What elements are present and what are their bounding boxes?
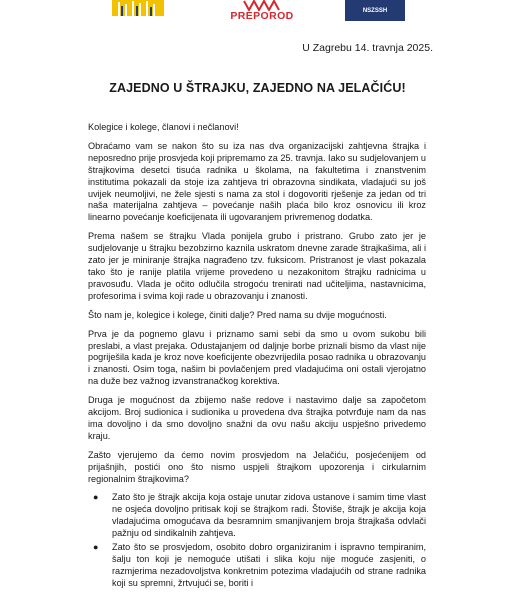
paragraph: Prva je da pognemo glavu i priznamo sami sebi da smo u ovom sukobu bili preslabi, a vlast prejaka. Odustajanjem od daljnje borbe priznali bismo da vlast nije pogriješila kada je kroz nove koeficijente obezvrijedila posao radnika u obrazovanju i znanosti. Osim toga, našim bi povlačenjem pred vladajućima oni ostali vjerojatno na duže bez važnog izvanstranačkog korektiva. [88, 328, 426, 387]
preporod-logo [222, 0, 302, 22]
preporod-wordmark: PREPOROD [230, 10, 294, 22]
paragraph: Što nam je, kolegice i kolege, činiti dalje? Pred nama su dvije mogućnosti. [88, 309, 387, 320]
nszssh-wordmark: NSZSSH [362, 8, 388, 14]
nszssh-logo [345, 0, 405, 21]
paragraph: Druga je mogućnost da zbijemo naše redove i nastavimo dalje sa započetom akcijom. Broj sudionica i sudionika u provedena dva štrajka potvrđuje nam da nas ima dovoljno i da smo dovoljno snažni da ovu našu akciju uspješno privedemo kraju. [88, 395, 426, 441]
paragraph: Obraćamo vam se nakon što su iza nas dva organizacijski zahtjevna štrajka i neposredno prije prosvjeda koji pripremamo za 25. travnja. Iako su sudjelovanjem u štrajkovima desetci tisuća radnika u školama, na fakultetima i znanstvenim institutima pokazali da stoje iza zahtjeva tri obrazovna sindikata, vladajući su još uvijek neumoljivi, ne žele sjesti s nama za stol i dogovoriti rješenje za jedan od tri naša materijalna zahtjeva – povećanje naših plaća bilo kroz osnovicu ili kroz linearno povećanje koeficijenata ili ugovaranjem privremenog dodatka. [88, 140, 426, 223]
bullet-icon: ● [93, 542, 99, 553]
paragraph: Zašto vjerujemo da ćemo novim prosvjedom na Jelačiću, posjećenijem od prijašnjih, postići ono što nismo uspjeli štrajkom upozorenja i cirkularnim regionalnim štrajkovima? [88, 449, 426, 484]
bullet-list [88, 492, 426, 589]
letter-body [88, 122, 426, 592]
list-item-text: Zato što se prosvjedom, osobito dobro organiziranim i ispravno tempiranim, šalju ton koji je nemoguće utišati i slika koju nije moguće zasjeniti, o razmjerima nezadovoljstva konkretnim potezima vladajućih od strane radnika koji su spremni, žrtvujući se, boriti i [112, 542, 426, 588]
greeting: Kolegice i kolege, članovi i nečlanovi! [88, 122, 239, 132]
bullet-icon: ● [93, 492, 99, 503]
list-item [88, 492, 426, 540]
document-date: U Zagrebu 14. travnja 2025. [302, 42, 433, 54]
figures-icon [112, 0, 164, 16]
list-item-text: Zato što je štrajk akcija koja ostaje unutar zidova ustanove i samim time vlast ne osjeća dovoljno pritisak koji se štrajkom radi. Štoviše, štrajk je akcija koja vladajućima omogućava da besramnim smanjivanjem broja štrajkaša odvlači pažnju od sindikalnih zahtjeva. [112, 492, 426, 539]
list-item [88, 542, 426, 590]
paragraph: Prema našem se štrajku Vlada ponijela grubo i pristrano. Grubo zato jer je sudjelovanje u štrajku bezobzirno kaznila uskratom dnevne zarade štrajkašima, ali i zato jer je miniranje štrajka nagrađeno tzv. fuksicom. Pristranost je vlast pokazala tako što je ranije platila vrijeme provedeno u nezakonitom štrajku radnicima u pravosuđu. Vlada je očito odlučila strogoću trenirati nad učiteljima, nastavnicima, profesorima i svima koji rade u obrazovanju i znanosti. [88, 231, 426, 301]
document-title: ZAJEDNO U ŠTRAJKU, ZAJEDNO NA JELAČIĆU! [109, 81, 406, 95]
union-logo-left [112, 0, 164, 16]
